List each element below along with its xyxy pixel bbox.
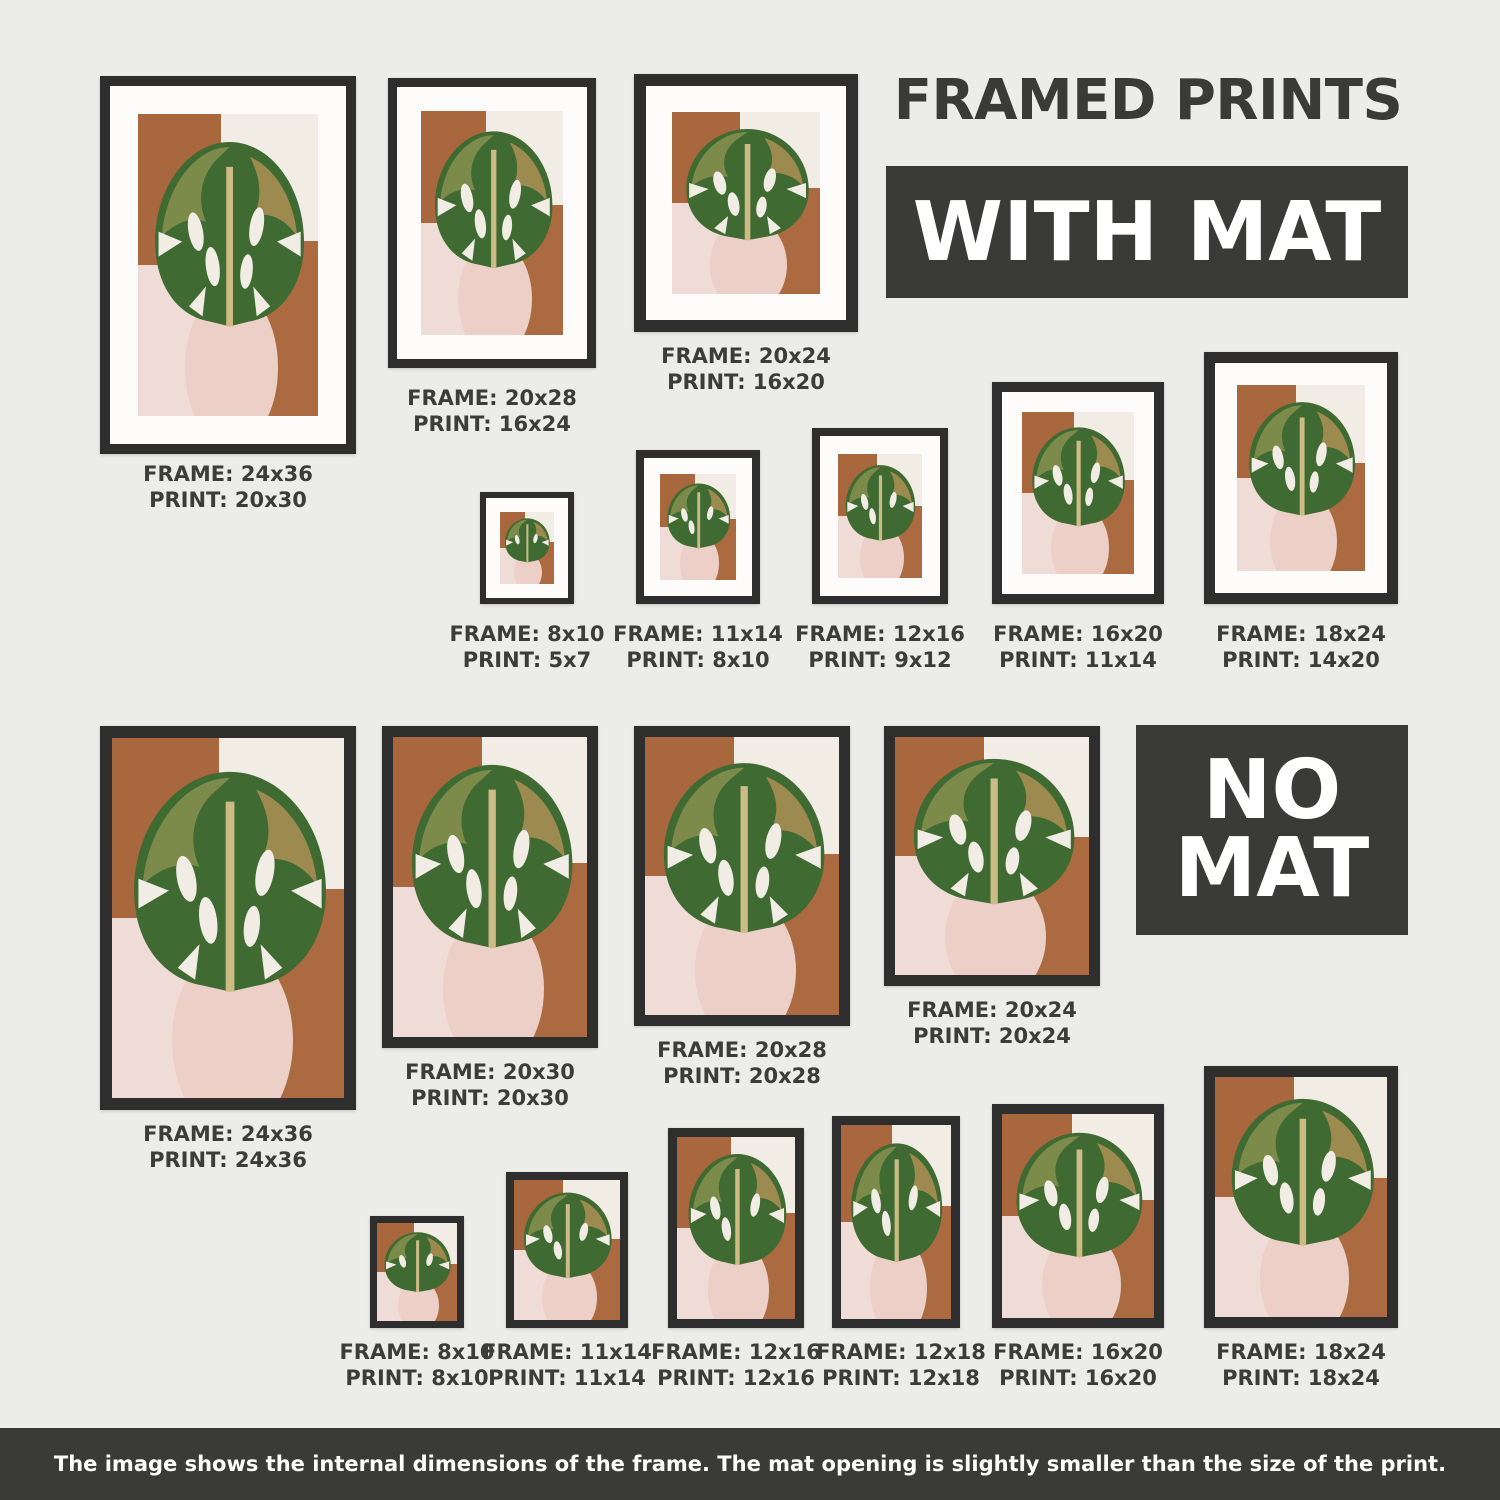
frame-size-label: FRAME: 20x24 [661,344,831,368]
framed-print-with-mat[interactable] [636,450,760,604]
frame-size-label: FRAME: 18x24 [1216,1340,1386,1364]
framed-print-with-mat[interactable] [992,382,1164,604]
mat [1215,363,1387,593]
print-size-label: PRINT: 20x30 [149,487,307,512]
monstera-leaf-icon [502,516,553,564]
frame-size-label: FRAME: 11x14 [482,1340,652,1364]
frame-size-label: FRAME: 8x10 [339,1340,495,1364]
frame-size-label: FRAME: 16x20 [993,622,1163,646]
print-size-label: PRINT: 20x30 [411,1085,569,1110]
print-size-label: PRINT: 20x28 [663,1063,821,1088]
monstera-leaf-icon [1008,1126,1151,1261]
artwork [514,1180,620,1320]
footer-note [0,1428,1500,1500]
artwork [838,454,922,578]
print-size-label: PRINT: 14x20 [1222,647,1380,672]
artwork [421,111,563,335]
framed-print-no-mat[interactable] [370,1216,464,1328]
framed-print-no-mat[interactable] [668,1128,804,1328]
framed-print-no-mat[interactable] [634,726,850,1026]
print-size-label: PRINT: 5x7 [462,647,592,672]
frame-size-label: FRAME: 24x36 [143,462,313,486]
artwork [393,737,587,1037]
print-size-label: PRINT: 9x12 [808,647,952,672]
framed-print-with-mat[interactable] [1204,352,1398,604]
frame-size-label: FRAME: 18x24 [1216,622,1386,646]
framed-print-with-mat[interactable] [480,492,574,604]
monstera-leaf-icon [1026,422,1131,529]
no-mat-banner [1136,725,1408,935]
framed-print-no-mat[interactable] [884,726,1100,986]
print-size-label: PRINT: 8x10 [345,1365,489,1390]
print-size-label: PRINT: 8x10 [626,647,770,672]
frame-caption [98,1122,358,1173]
artwork [112,738,344,1098]
artwork [841,1125,951,1319]
monstera-leaf-icon [1222,1091,1384,1249]
frame-caption [616,344,876,395]
print-size-label: PRINT: 16x20 [667,369,825,394]
mat [110,86,346,444]
artwork [1237,385,1365,571]
monstera-leaf-icon [678,123,817,243]
frame-caption [362,386,622,437]
artwork [377,1223,457,1321]
framed-print-with-mat[interactable] [812,428,948,604]
framed-print-no-mat[interactable] [1204,1066,1398,1328]
frame-size-label: FRAME: 16x20 [993,1340,1163,1364]
artwork [677,1137,795,1319]
monstera-leaf-icon [841,461,920,543]
artwork [645,737,839,1015]
frame-size-label: FRAME: 20x28 [657,1038,827,1062]
frame-size-label: FRAME: 11x14 [613,622,783,646]
frame-caption [955,1340,1201,1391]
frame-caption [862,998,1122,1049]
artwork [1002,1114,1154,1318]
monstera-leaf-icon [682,1148,793,1268]
print-size-label: PRINT: 11x14 [999,647,1157,672]
print-size-label: PRINT: 24x36 [149,1147,307,1172]
frame-size-label: FRAME: 12x18 [816,1340,986,1364]
monstera-leaf-icon [427,124,560,272]
framed-print-with-mat[interactable] [388,78,596,368]
monstera-leaf-icon [1242,396,1362,519]
mat [1002,392,1154,594]
framed-print-no-mat[interactable] [100,726,356,1110]
frame-caption [1178,622,1424,673]
print-size-label: PRINT: 11x14 [488,1365,646,1390]
artwork [138,114,318,416]
frame-size-label: FRAME: 24x36 [143,1122,313,1146]
frame-caption [955,622,1201,673]
print-size-label: PRINT: 20x24 [913,1023,1071,1048]
monstera-leaf-icon [903,751,1085,908]
with-mat-banner [886,166,1408,298]
mat [644,458,752,596]
frame-size-label: FRAME: 12x16 [795,622,965,646]
mat [397,87,587,359]
mat [646,86,846,320]
monstera-leaf-icon [663,480,734,550]
monstera-leaf-icon [121,760,339,998]
mat [820,436,940,596]
framed-print-with-mat[interactable] [100,76,356,454]
monstera-leaf-icon [145,132,314,331]
artwork [660,474,736,580]
print-size-label: PRINT: 18x24 [1222,1365,1380,1390]
monstera-leaf-icon [845,1137,948,1265]
framed-print-no-mat[interactable] [382,726,598,1048]
frame-caption [98,462,358,513]
with-mat-banner-label: WITH MAT [912,184,1382,280]
no-mat-banner-label-line2: MAT [1174,821,1370,916]
print-size-label: PRINT: 12x16 [657,1365,815,1390]
frame-size-label: FRAME: 20x28 [407,386,577,410]
print-size-label: PRINT: 12x18 [822,1365,980,1390]
frame-caption [360,1060,620,1111]
print-size-label: PRINT: 16x20 [999,1365,1157,1390]
monstera-leaf-icon [653,754,835,937]
frame-size-label: FRAME: 8x10 [449,622,605,646]
artwork [500,512,554,584]
frame-caption [612,1038,872,1089]
frame-size-label: FRAME: 20x30 [405,1060,575,1084]
framed-print-no-mat[interactable] [832,1116,960,1328]
frame-size-label: FRAME: 12x16 [651,1340,821,1364]
monstera-leaf-icon [380,1229,455,1294]
artwork [1022,412,1134,574]
monstera-leaf-icon [401,755,583,953]
framed-print-no-mat[interactable] [506,1172,628,1328]
artwork [895,737,1089,975]
framed-print-with-mat[interactable] [634,74,858,332]
frame-size-label: FRAME: 20x24 [907,998,1077,1022]
mat [486,498,568,598]
no-mat-banner-label-line1: NO [1202,743,1342,839]
artwork [672,112,820,294]
artwork [1215,1077,1387,1317]
page-title: FRAMED PRINTS [893,68,1403,133]
frame-caption [1178,1340,1424,1391]
footer-note-text: The image shows the internal dimensions of the frame. The mat opening is slightly smaller than the size of the print. [53,1452,1447,1476]
framed-print-no-mat[interactable] [992,1104,1164,1328]
monstera-leaf-icon [518,1188,618,1280]
print-size-label: PRINT: 16x24 [413,411,571,436]
